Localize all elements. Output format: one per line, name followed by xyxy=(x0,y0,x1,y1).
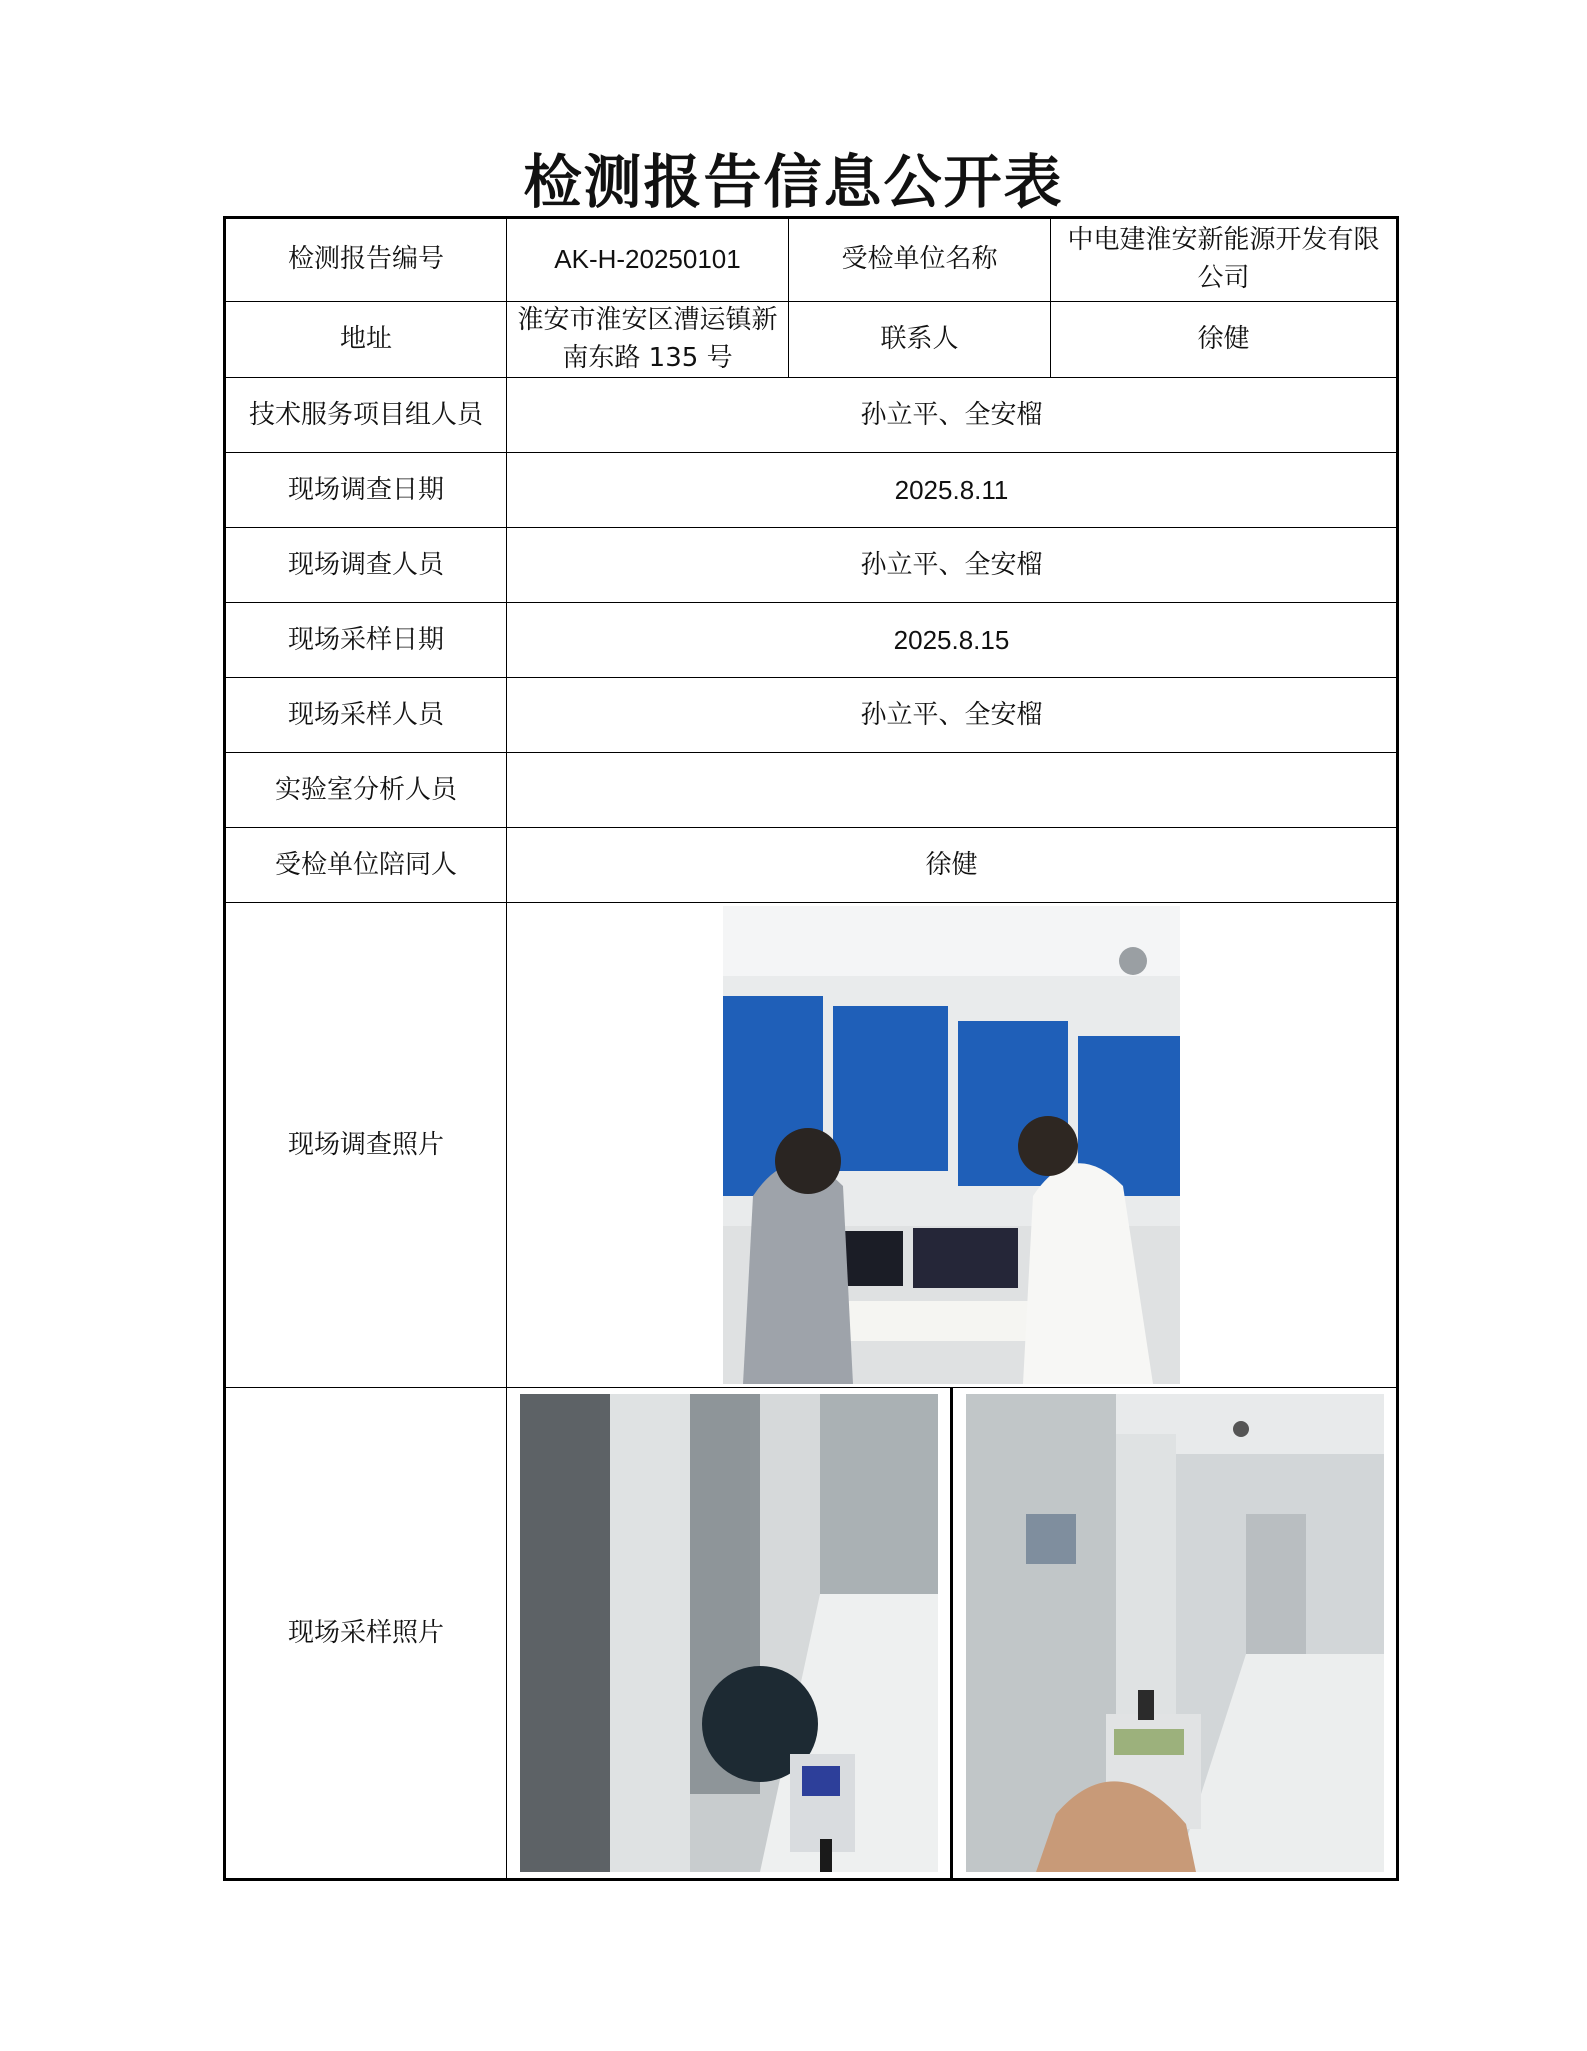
table-row xyxy=(225,302,1398,378)
table-row xyxy=(225,753,1398,828)
escort-value: 徐健 xyxy=(507,828,1398,903)
report-no-label: 检测报告编号 xyxy=(225,218,507,302)
sample-date-label: 现场采样日期 xyxy=(225,603,507,678)
survey-date-label: 现场调查日期 xyxy=(225,453,507,528)
table-row xyxy=(225,378,1398,453)
survey-date-value: 2025.8.11 xyxy=(507,453,1398,528)
sample-staff-value: 孙立平、全安榴 xyxy=(507,678,1398,753)
table-row xyxy=(225,528,1398,603)
contact-label: 联系人 xyxy=(789,302,1051,378)
survey-staff-label: 现场调查人员 xyxy=(225,528,507,603)
unit-name-label: 受检单位名称 xyxy=(789,218,1051,302)
escort-label: 受检单位陪同人 xyxy=(225,828,507,903)
lab-staff-label: 实验室分析人员 xyxy=(225,753,507,828)
report-info-table xyxy=(223,216,1399,1881)
team-value: 孙立平、全安榴 xyxy=(507,378,1398,453)
em-meter-photo-icon xyxy=(520,1394,938,1872)
address-value: 淮安市淮安区漕运镇新南东路 135 号 xyxy=(507,302,789,378)
lab-staff-value xyxy=(507,753,1398,828)
contact-value: 徐健 xyxy=(1051,302,1398,378)
unit-name-value: 中电建淮安新能源开发有限公司 xyxy=(1051,218,1398,302)
sample-photo-label: 现场采样照片 xyxy=(225,1388,507,1880)
survey-photo-icon xyxy=(723,906,1180,1384)
table-row xyxy=(225,903,1398,1388)
table-row xyxy=(225,453,1398,528)
sample-date-value: 2025.8.15 xyxy=(507,603,1398,678)
table-row xyxy=(225,1388,1398,1880)
table-row xyxy=(225,678,1398,753)
sound-meter-photo-icon xyxy=(966,1394,1384,1872)
address-label: 地址 xyxy=(225,302,507,378)
report-no-value: AK-H-20250101 xyxy=(507,218,789,302)
team-label: 技术服务项目组人员 xyxy=(225,378,507,453)
table-row xyxy=(225,603,1398,678)
page-title: 检测报告信息公开表 xyxy=(523,148,1064,216)
survey-photo-label: 现场调查照片 xyxy=(225,903,507,1388)
table-row xyxy=(225,218,1398,302)
survey-staff-value: 孙立平、全安榴 xyxy=(507,528,1398,603)
sample-staff-label: 现场采样人员 xyxy=(225,678,507,753)
table-row xyxy=(225,828,1398,903)
